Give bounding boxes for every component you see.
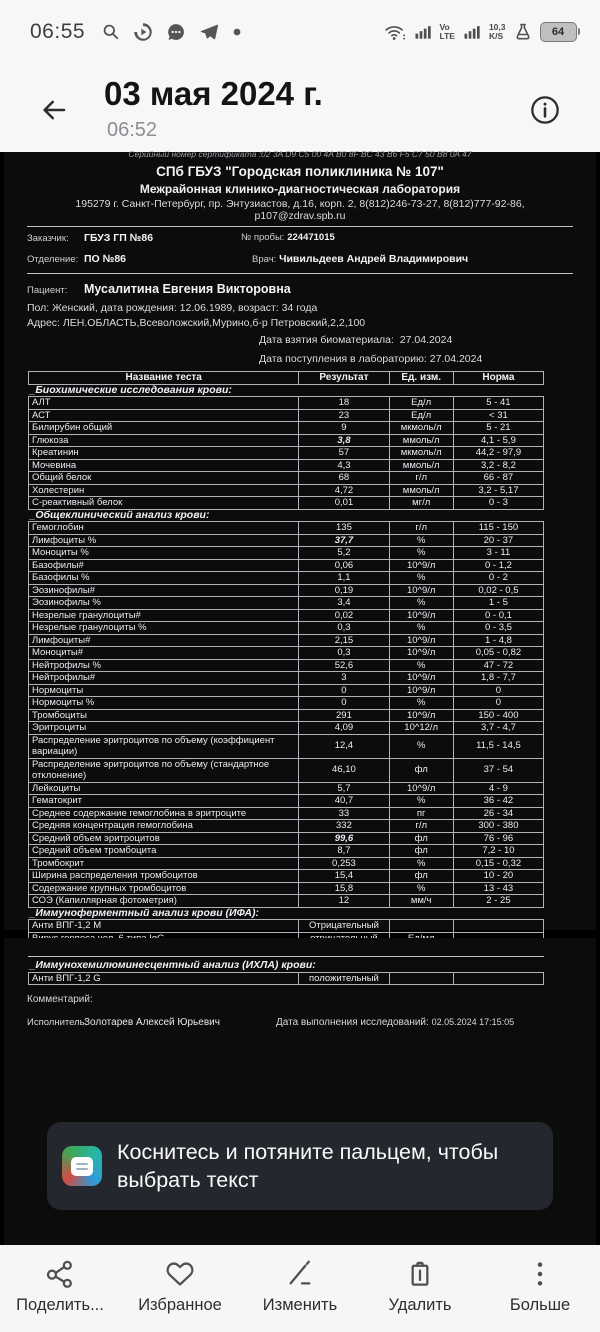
lab-result-row	[29, 472, 544, 485]
unit-cell: %	[389, 795, 453, 808]
norm-cell: 0	[453, 697, 543, 710]
test-name-cell: Нейтрофилы#	[29, 672, 299, 685]
result-cell: 0,02	[299, 609, 389, 622]
unit-cell: 10^9/л	[389, 609, 453, 622]
test-name-cell: Лимфоциты#	[29, 634, 299, 647]
result-cell: 23	[299, 409, 389, 422]
info-button[interactable]	[526, 91, 564, 129]
unit-cell	[389, 972, 453, 985]
lab-results-table	[28, 371, 544, 945]
norm-cell: 5 - 41	[453, 397, 543, 410]
test-name-cell: Анти ВПГ-1,2 М	[29, 920, 299, 933]
result-cell: 4,72	[299, 484, 389, 497]
patient-address: Адрес: ЛЕН.ОБЛАСТЬ,Всеволожский,Мурино,б-р Петровский,2,2,100	[27, 317, 366, 329]
test-name-cell: Эозинофилы#	[29, 584, 299, 597]
app-header	[0, 55, 600, 152]
result-cell: 135	[299, 522, 389, 535]
unit-cell: ммоль/л	[389, 484, 453, 497]
result-cell: 52,6	[299, 659, 389, 672]
unit-cell: 10^9/л	[389, 559, 453, 572]
signal-icon	[462, 22, 482, 42]
column-header: Ед. изм.	[389, 372, 453, 385]
result-cell: 8,7	[299, 845, 389, 858]
norm-cell: 0,02 - 0,5	[453, 584, 543, 597]
unit-cell	[389, 920, 453, 933]
lab-result-row	[29, 447, 544, 460]
heart-icon	[163, 1258, 197, 1290]
data-speed-indicator: 10,3 K/S	[488, 22, 506, 41]
organization-name: СПб ГБУЗ "Городская поликлиника № 107"	[156, 164, 444, 179]
norm-cell: 66 - 87	[453, 472, 543, 485]
test-name-cell: Глюкоза	[29, 434, 299, 447]
department-row: Отделение: ПО №86 Врач: Чивильдеев Андрей Владимирович	[27, 253, 469, 265]
volte-indicator: Vo LTE	[439, 22, 455, 41]
messages-icon	[166, 22, 186, 42]
test-name-cell: Ширина распределения тромбоцитов	[29, 870, 299, 883]
norm-cell: 4 - 9	[453, 782, 543, 795]
unit-cell: Ед/л	[389, 397, 453, 410]
report-page-1	[4, 149, 596, 931]
norm-cell	[453, 920, 543, 933]
battery-icon	[540, 22, 581, 42]
result-cell: 291	[299, 709, 389, 722]
comment-label: Комментарий:	[27, 994, 93, 1005]
result-cell: 12	[299, 895, 389, 908]
lab-result-row	[29, 882, 544, 895]
result-cell: 0	[299, 684, 389, 697]
norm-cell: 150 - 400	[453, 709, 543, 722]
lab-result-row	[29, 409, 544, 422]
lab-result-row	[29, 807, 544, 820]
unit-cell: фл	[389, 845, 453, 858]
search-icon	[101, 22, 120, 41]
lab-result-row	[29, 597, 544, 610]
page-subtitle-time: 06:52	[107, 119, 158, 141]
battery-percent: 64	[551, 25, 565, 38]
unit-cell: 10^9/л	[389, 684, 453, 697]
lab-result-row	[29, 722, 544, 735]
test-name-cell: Общий белок	[29, 472, 299, 485]
lab-result-row	[29, 584, 544, 597]
result-cell: 3,8	[299, 434, 389, 447]
test-name-cell: Эозинофилы %	[29, 597, 299, 610]
test-name-cell: Холестерин	[29, 484, 299, 497]
test-name-cell: СОЭ (Капиллярная фотометрия)	[29, 895, 299, 908]
result-cell: Отрицательный	[299, 920, 389, 933]
result-cell: 15,8	[299, 882, 389, 895]
clock: 06:55	[30, 19, 86, 43]
lab-result-row	[29, 497, 544, 510]
result-cell: 18	[299, 397, 389, 410]
certificate-serial: Серийный номер сертификата :02 3A D9 C5 00 4A B0 8F BC 43 B6 F5 C7 50 B8 0A 47	[128, 149, 472, 159]
norm-cell: 0 - 0,1	[453, 609, 543, 622]
test-name-cell: Лейкоциты	[29, 782, 299, 795]
test-name-cell: С-реактивный белок	[29, 497, 299, 510]
edit-button[interactable]: Изменить	[240, 1245, 360, 1332]
test-name-cell: Среднее содержание гемоглобина в эритроците	[29, 807, 299, 820]
test-name-cell: Эритроциты	[29, 722, 299, 735]
norm-cell: 44,2 - 97,9	[453, 447, 543, 460]
norm-cell: < 31	[453, 409, 543, 422]
unit-cell: мм/ч	[389, 895, 453, 908]
trash-icon	[404, 1258, 436, 1290]
norm-cell: 115 - 150	[453, 522, 543, 535]
lab-result-row	[29, 572, 544, 585]
lab-result-row	[29, 634, 544, 647]
norm-cell: 0 - 3	[453, 497, 543, 510]
test-name-cell: Базофилы#	[29, 559, 299, 572]
laboratory-name: Межрайонная клинико-диагностическая лаборатория	[139, 182, 461, 196]
lab-result-row	[29, 547, 544, 560]
result-cell: 0,01	[299, 497, 389, 510]
test-name-cell: Гемоглобин	[29, 522, 299, 535]
lab-result-row	[29, 895, 544, 908]
toast-message: Коснитесь и потяните пальцем, чтобы выбрать текст	[117, 1140, 499, 1192]
section-title-row: _Иммунохемилюминесцентный анализ (ИХЛА) крови:	[29, 959, 316, 971]
unit-cell: фл	[389, 870, 453, 883]
lab-result-row	[29, 734, 544, 758]
test-name-cell: Лимфоциты %	[29, 534, 299, 547]
document-viewer[interactable]	[0, 149, 600, 1245]
result-cell: 0	[299, 697, 389, 710]
column-header: Норма	[453, 372, 543, 385]
divider	[27, 273, 573, 274]
section-title-row: _Иммуноферментный анализ крови (ИФА):	[29, 906, 259, 919]
patient-row: Пациент: Мусалитина Евгения Викторовна	[27, 282, 291, 296]
result-cell: 37,7	[299, 534, 389, 547]
lab-result-row	[29, 397, 544, 410]
test-name-cell: Тромбокрит	[29, 857, 299, 870]
test-name-cell: Гематокрит	[29, 795, 299, 808]
result-cell: 2,15	[299, 634, 389, 647]
lab-result-row	[29, 622, 544, 635]
customer-row: Заказчик: ГБУЗ ГП №86 № пробы: 224471015	[27, 232, 335, 244]
result-cell: 1,1	[299, 572, 389, 585]
norm-cell: 3,2 - 8,2	[453, 459, 543, 472]
test-name-cell: Тромбоциты	[29, 709, 299, 722]
norm-cell: 0 - 3,5	[453, 622, 543, 635]
result-cell: 15,4	[299, 870, 389, 883]
lab-table-container	[27, 371, 573, 945]
unit-cell: 10^9/л	[389, 634, 453, 647]
result-cell: 5,7	[299, 782, 389, 795]
lab-result-row	[29, 758, 544, 782]
result-cell: 0,3	[299, 647, 389, 660]
lab-result-row	[29, 672, 544, 685]
unit-cell: %	[389, 547, 453, 560]
unit-cell: фл	[389, 832, 453, 845]
norm-cell: 0	[453, 684, 543, 697]
test-name-cell: Базофилы %	[29, 572, 299, 585]
section-title-row: _Общеклинический анализ крови:	[29, 508, 210, 521]
patient-sex-dob: Пол: Женский, дата рождения: 12.06.1989, возраст: 34 года	[27, 302, 318, 314]
unit-cell: 10^12/л	[389, 722, 453, 735]
unit-cell: %	[389, 857, 453, 870]
test-name-cell: АСТ	[29, 409, 299, 422]
result-cell: 0,3	[299, 622, 389, 635]
test-name-cell: Мочевина	[29, 459, 299, 472]
result-cell: 33	[299, 807, 389, 820]
result-cell: 99,6	[299, 832, 389, 845]
lab-result-row	[29, 534, 544, 547]
norm-cell: 37 - 54	[453, 758, 543, 782]
test-name-cell: Моноциты %	[29, 547, 299, 560]
result-cell: 40,7	[299, 795, 389, 808]
delete-button[interactable]: Удалить	[360, 1245, 480, 1332]
norm-cell: 300 - 380	[453, 820, 543, 833]
lab-result-row	[29, 972, 544, 985]
result-cell: 46,10	[299, 758, 389, 782]
norm-cell: 11,5 - 14,5	[453, 734, 543, 758]
test-name-cell: Средний объем эритроцитов	[29, 832, 299, 845]
wifi-icon	[384, 22, 406, 42]
result-cell: 9	[299, 422, 389, 435]
dot-icon	[232, 27, 242, 37]
lab-result-row	[29, 522, 544, 535]
lab-flask-icon	[513, 22, 533, 42]
back-button[interactable]	[33, 91, 75, 129]
unit-cell: г/л	[389, 472, 453, 485]
result-cell: 0,19	[299, 584, 389, 597]
norm-cell: 0 - 2	[453, 572, 543, 585]
test-name-cell: Моноциты#	[29, 647, 299, 660]
lab-result-row	[29, 434, 544, 447]
bottom-toolbar	[0, 1245, 600, 1332]
lab-result-row	[29, 920, 544, 933]
unit-cell: 10^9/л	[389, 709, 453, 722]
norm-cell: 10 - 20	[453, 870, 543, 883]
norm-cell: 0,15 - 0,32	[453, 857, 543, 870]
result-cell: 0,06	[299, 559, 389, 572]
more-vertical-icon	[524, 1258, 556, 1290]
result-cell: 4,3	[299, 459, 389, 472]
unit-cell: %	[389, 697, 453, 710]
test-name-cell: Нормоциты %	[29, 697, 299, 710]
unit-cell: %	[389, 572, 453, 585]
edit-icon	[284, 1258, 316, 1290]
biomaterial-date-row: Дата взятия биоматериала: 27.04.2024	[259, 334, 453, 346]
lab-result-row	[29, 782, 544, 795]
test-name-cell: АЛТ	[29, 397, 299, 410]
result-cell: 68	[299, 472, 389, 485]
lab-result-row	[29, 659, 544, 672]
share-button[interactable]: Поделить...	[0, 1245, 120, 1332]
norm-cell: 1 - 4,8	[453, 634, 543, 647]
unit-cell: ммоль/л	[389, 459, 453, 472]
norm-cell: 36 - 42	[453, 795, 543, 808]
lab-result-row	[29, 857, 544, 870]
test-name-cell: Анти ВПГ-1,2 G	[29, 972, 299, 985]
norm-cell: 7,2 - 10	[453, 845, 543, 858]
unit-cell: %	[389, 534, 453, 547]
lab-result-row	[29, 845, 544, 858]
lab-result-row	[29, 684, 544, 697]
unit-cell: ммоль/л	[389, 434, 453, 447]
result-cell: 4,09	[299, 722, 389, 735]
norm-cell: 1 - 5	[453, 597, 543, 610]
test-name-cell: Нейтрофилы %	[29, 659, 299, 672]
lab-result-row	[29, 484, 544, 497]
column-header: Название теста	[29, 372, 299, 385]
test-name-cell: Распределение эритроцитов по объему (коэффициент вариации)	[29, 734, 299, 758]
norm-cell: 76 - 96	[453, 832, 543, 845]
text-select-app-icon	[62, 1146, 102, 1186]
unit-cell: фл	[389, 758, 453, 782]
status-bar[interactable]	[0, 0, 600, 55]
lab-result-row	[29, 559, 544, 572]
norm-cell: 3,7 - 4,7	[453, 722, 543, 735]
norm-cell: 0,05 - 0,82	[453, 647, 543, 660]
telegram-icon	[199, 22, 219, 42]
text-selection-toast	[47, 1122, 553, 1210]
play-video-icon	[133, 22, 153, 42]
unit-cell: %	[389, 734, 453, 758]
unit-cell: %	[389, 882, 453, 895]
test-name-cell: Нормоциты	[29, 684, 299, 697]
norm-cell: 13 - 43	[453, 882, 543, 895]
page-title: 03 мая 2024 г.	[104, 75, 323, 112]
section-title-row: _Биохимические исследования крови:	[29, 383, 232, 396]
lab-results-table	[28, 960, 544, 985]
result-cell: 0,253	[299, 857, 389, 870]
unit-cell: %	[389, 659, 453, 672]
unit-cell: мг/л	[389, 497, 453, 510]
unit-cell: мкмоль/л	[389, 422, 453, 435]
norm-cell: 4,1 - 5,9	[453, 434, 543, 447]
unit-cell: %	[389, 622, 453, 635]
test-name-cell: Билирубин общий	[29, 422, 299, 435]
unit-cell: пг	[389, 807, 453, 820]
unit-cell: %	[389, 597, 453, 610]
unit-cell: 10^9/л	[389, 672, 453, 685]
test-name-cell: Незрелые гранулоциты#	[29, 609, 299, 622]
test-name-cell: Незрелые гранулоциты %	[29, 622, 299, 635]
test-name-cell: Распределение эритроцитов по объему (стандартное отклонение)	[29, 758, 299, 782]
lab-result-row	[29, 832, 544, 845]
unit-cell: 10^9/л	[389, 647, 453, 660]
result-cell: 5,2	[299, 547, 389, 560]
norm-cell: 0 - 1,2	[453, 559, 543, 572]
test-name-cell: Средняя концентрация гемоглобина	[29, 820, 299, 833]
norm-cell	[453, 972, 543, 985]
lab-table-container	[27, 960, 573, 985]
lab-result-row	[29, 870, 544, 883]
lab-result-row	[29, 647, 544, 660]
lab-table-header-row	[29, 372, 544, 385]
norm-cell: 47 - 72	[453, 659, 543, 672]
norm-cell: 5 - 21	[453, 422, 543, 435]
result-cell: 3	[299, 672, 389, 685]
norm-cell: 3 - 11	[453, 547, 543, 560]
result-cell: 57	[299, 447, 389, 460]
unit-cell: Ед/л	[389, 409, 453, 422]
test-name-cell: Содержание крупных тромбоцитов	[29, 882, 299, 895]
lab-result-row	[29, 795, 544, 808]
more-button[interactable]: Больше	[480, 1245, 600, 1332]
lab-result-row	[29, 709, 544, 722]
laboratory-address: 195279 г. Санкт-Петербург, пр. Энтузиастов, д.16, корп. 2, 8(812)246-73-27, 8(812)777-92-86, p107@zdrav.spb.ru	[75, 198, 525, 222]
lab-result-row	[29, 459, 544, 472]
report-page-2	[4, 938, 596, 1258]
lab-result-row	[29, 422, 544, 435]
column-header: Результат	[299, 372, 389, 385]
share-icon	[44, 1258, 76, 1290]
lab-result-row	[29, 820, 544, 833]
test-name-cell: Креатинин	[29, 447, 299, 460]
unit-cell: 10^9/л	[389, 782, 453, 795]
norm-cell: 1,8 - 7,7	[453, 672, 543, 685]
signal-icon	[413, 22, 433, 42]
lab-result-row	[29, 697, 544, 710]
result-cell: 3,4	[299, 597, 389, 610]
executor-row: Исполнитель:Золотарев Алексей Юрьевич Дата выполнения исследований: 02.05.2024 17:15:05	[27, 1017, 515, 1028]
unit-cell: мкмоль/л	[389, 447, 453, 460]
norm-cell: 20 - 37	[453, 534, 543, 547]
result-cell: 12,4	[299, 734, 389, 758]
received-date-row: Дата поступления в лабораторию: 27.04.2024	[259, 353, 483, 365]
favorite-button[interactable]: Избранное	[120, 1245, 240, 1332]
unit-cell: г/л	[389, 522, 453, 535]
test-name-cell: Средний объем тромбоцита	[29, 845, 299, 858]
norm-cell: 26 - 34	[453, 807, 543, 820]
lab-result-row	[29, 609, 544, 622]
result-cell: 332	[299, 820, 389, 833]
norm-cell: 3,2 - 5,17	[453, 484, 543, 497]
divider	[28, 956, 544, 957]
norm-cell: 2 - 25	[453, 895, 543, 908]
divider	[27, 226, 573, 227]
unit-cell: г/л	[389, 820, 453, 833]
result-cell: положительный	[299, 972, 389, 985]
unit-cell: 10^9/л	[389, 584, 453, 597]
